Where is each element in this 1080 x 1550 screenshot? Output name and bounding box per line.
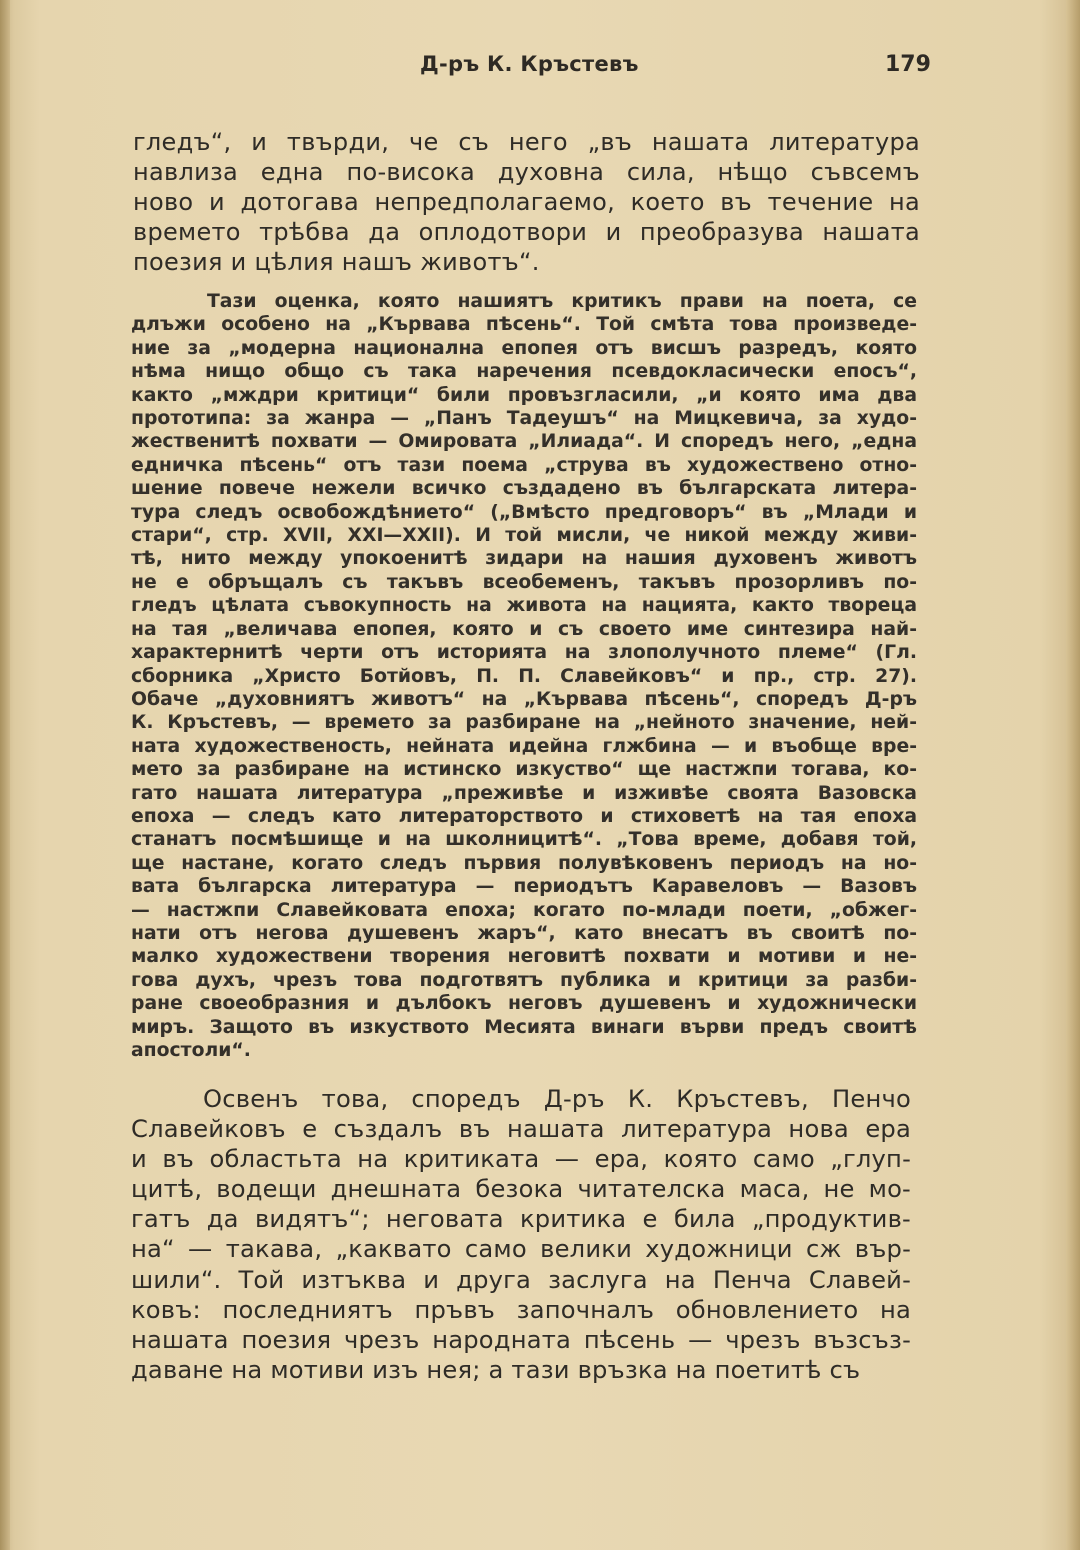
text-line: даване на мотиви изъ нея; а тази връзка на поетитѣ съ xyxy=(131,1355,861,1384)
text-line: вата българска литература — периодътъ Каравеловъ — Вазовъ xyxy=(131,876,917,898)
text-line: гледъ“, и твърди, че съ него „въ нашата литература xyxy=(133,128,920,156)
text-line: шили“. Той изтъква и друга заслуга на Пенча Славей- xyxy=(131,1265,911,1294)
text-line: гова духъ, чрезъ това подготвятъ публика и критици за разби- xyxy=(131,969,917,991)
text-line: характернитѣ черти отъ историята на злополучното племе“ (Гл. xyxy=(131,642,917,664)
text-line: длъжи особено на „Кървава пѣсень“. Той смѣта това произведе- xyxy=(131,314,917,336)
text-line: станатъ посмѣшище и на школницитѣ“. „Това време, добавя той, xyxy=(131,829,917,851)
paragraph-top xyxy=(133,127,920,277)
text-line: нѣма нищо общо съ така наречения псевдокласически епосъ“, xyxy=(131,361,917,383)
text-line: гато нашата литература „преживѣе и изживѣе своята Вазовска xyxy=(131,782,917,804)
page-number: 179 xyxy=(885,52,931,77)
text-line: прототипа: за жанра — „Панъ Тадеушъ“ на Мицкевича, за худо- xyxy=(131,408,917,430)
text-line: миръ. Защото въ изкуството Месията винаги върви предъ своитѣ xyxy=(131,1016,917,1038)
text-line: стари“, стр. XVII, XXI—XXII). И той мисли, че никой между живи- xyxy=(131,525,917,547)
text-line: поезия и цѣлия нашъ животъ“. xyxy=(133,248,540,276)
text-line: ново и дотогава непредполагаемо, което въ течение на xyxy=(133,188,920,216)
text-line: Славейковъ е създалъ въ нашата литература нова ера xyxy=(131,1115,911,1144)
text-line: мето за разбиране на истинско изкуство“ ще настжпи тогава, ко- xyxy=(131,759,917,781)
text-line: жественитѣ похвати — Омировата „Илиада“. И споредъ него, „една xyxy=(131,431,917,453)
running-head: Д-ръ К. Кръстевъ xyxy=(420,52,639,76)
text-line: ране своеобразния и дълбокъ неговъ душевенъ и художнически xyxy=(131,993,917,1015)
text-line: гледъ цѣлата съвокупность на живота на нацията, както твореца xyxy=(131,595,917,617)
text-line: не е обръщалъ съ такъвъ всеобеменъ, такъвъ прозорливъ по- xyxy=(131,571,917,593)
text-line: Тази оценка, която нашиятъ критикъ прави на поета, се xyxy=(207,291,917,312)
text-line: ще настане, когато следъ първия полувѣковенъ периодъ на но- xyxy=(131,852,917,874)
page-right-edge xyxy=(1066,0,1080,1550)
text-line: шение повече нежели всичко създадено въ българската литера- xyxy=(131,478,917,500)
text-line: ната художественость, нейната идейна глжбина — и въобще вре- xyxy=(131,735,917,757)
paragraph-bottom xyxy=(131,1084,911,1385)
text-line: цитѣ, водещи днешната безока читателска маса, не мо- xyxy=(131,1175,911,1204)
text-line: сборника „Христо Ботйовъ, П. П. Славейковъ“ и пр., стр. 27). xyxy=(131,665,917,687)
block-quote xyxy=(131,290,917,1062)
text-line: Обаче „духовниятъ животъ“ на „Кървава пѣсень“, споредъ Д-ръ xyxy=(131,688,917,710)
text-line: Освенъ това, споредъ Д-ръ К. Кръстевъ, Пенчо xyxy=(203,1085,911,1113)
text-line: апостоли“. xyxy=(131,1040,251,1061)
text-line: гатъ да видятъ“; неговата критика е била „продуктив- xyxy=(131,1205,911,1234)
text-line: нати отъ негова душевенъ жаръ“, като внесатъ въ своитѣ по- xyxy=(131,922,917,944)
text-line: тѣ, нито между упокоенитѣ зидари на нашия духовенъ животъ xyxy=(131,548,917,570)
text-line: едничка пѣсень“ отъ тази поема „струва въ художествено отно- xyxy=(131,454,917,476)
text-line: — настжпи Славейковата епоха; когато по-млади поети, „обжег- xyxy=(131,899,917,921)
text-line: епоха — следъ като литераторството и стиховетѣ на тая епоха xyxy=(131,805,917,827)
text-line: малко художествени творения неговитѣ похвати и мотиви и не- xyxy=(131,946,917,968)
text-line: на тая „величава епопея, която и съ своето име синтезира най- xyxy=(131,618,917,640)
text-line: навлиза една по-висока духовна сила, нѣщо съвсемъ xyxy=(133,158,920,186)
page-left-edge xyxy=(0,0,10,1550)
text-line: на“ — такава, „каквато само велики художници сж вър- xyxy=(131,1235,911,1264)
text-line: К. Кръстевъ, — времето за разбиране на „нейното значение, ней- xyxy=(131,712,917,734)
text-line: ние за „модерна национална епопея отъ висшъ разредъ, която xyxy=(131,337,917,359)
text-line: както „мждри критици“ били провъзгласили, „и която има два xyxy=(131,384,917,406)
text-line: ковъ: последниятъ пръвъ започналъ обновлението на xyxy=(131,1295,911,1324)
text-line: нашата поезия чрезъ народната пѣсень — чрезъ възсъз- xyxy=(131,1325,911,1354)
text-line: времето трѣбва да оплодотвори и преобразува нашата xyxy=(133,218,920,246)
text-line: тура следъ освобождѣнието“ („Вмѣсто предговоръ“ въ „Млади и xyxy=(131,501,917,523)
text-line: и въ областьта на критиката — ера, която само „глуп- xyxy=(131,1145,911,1174)
